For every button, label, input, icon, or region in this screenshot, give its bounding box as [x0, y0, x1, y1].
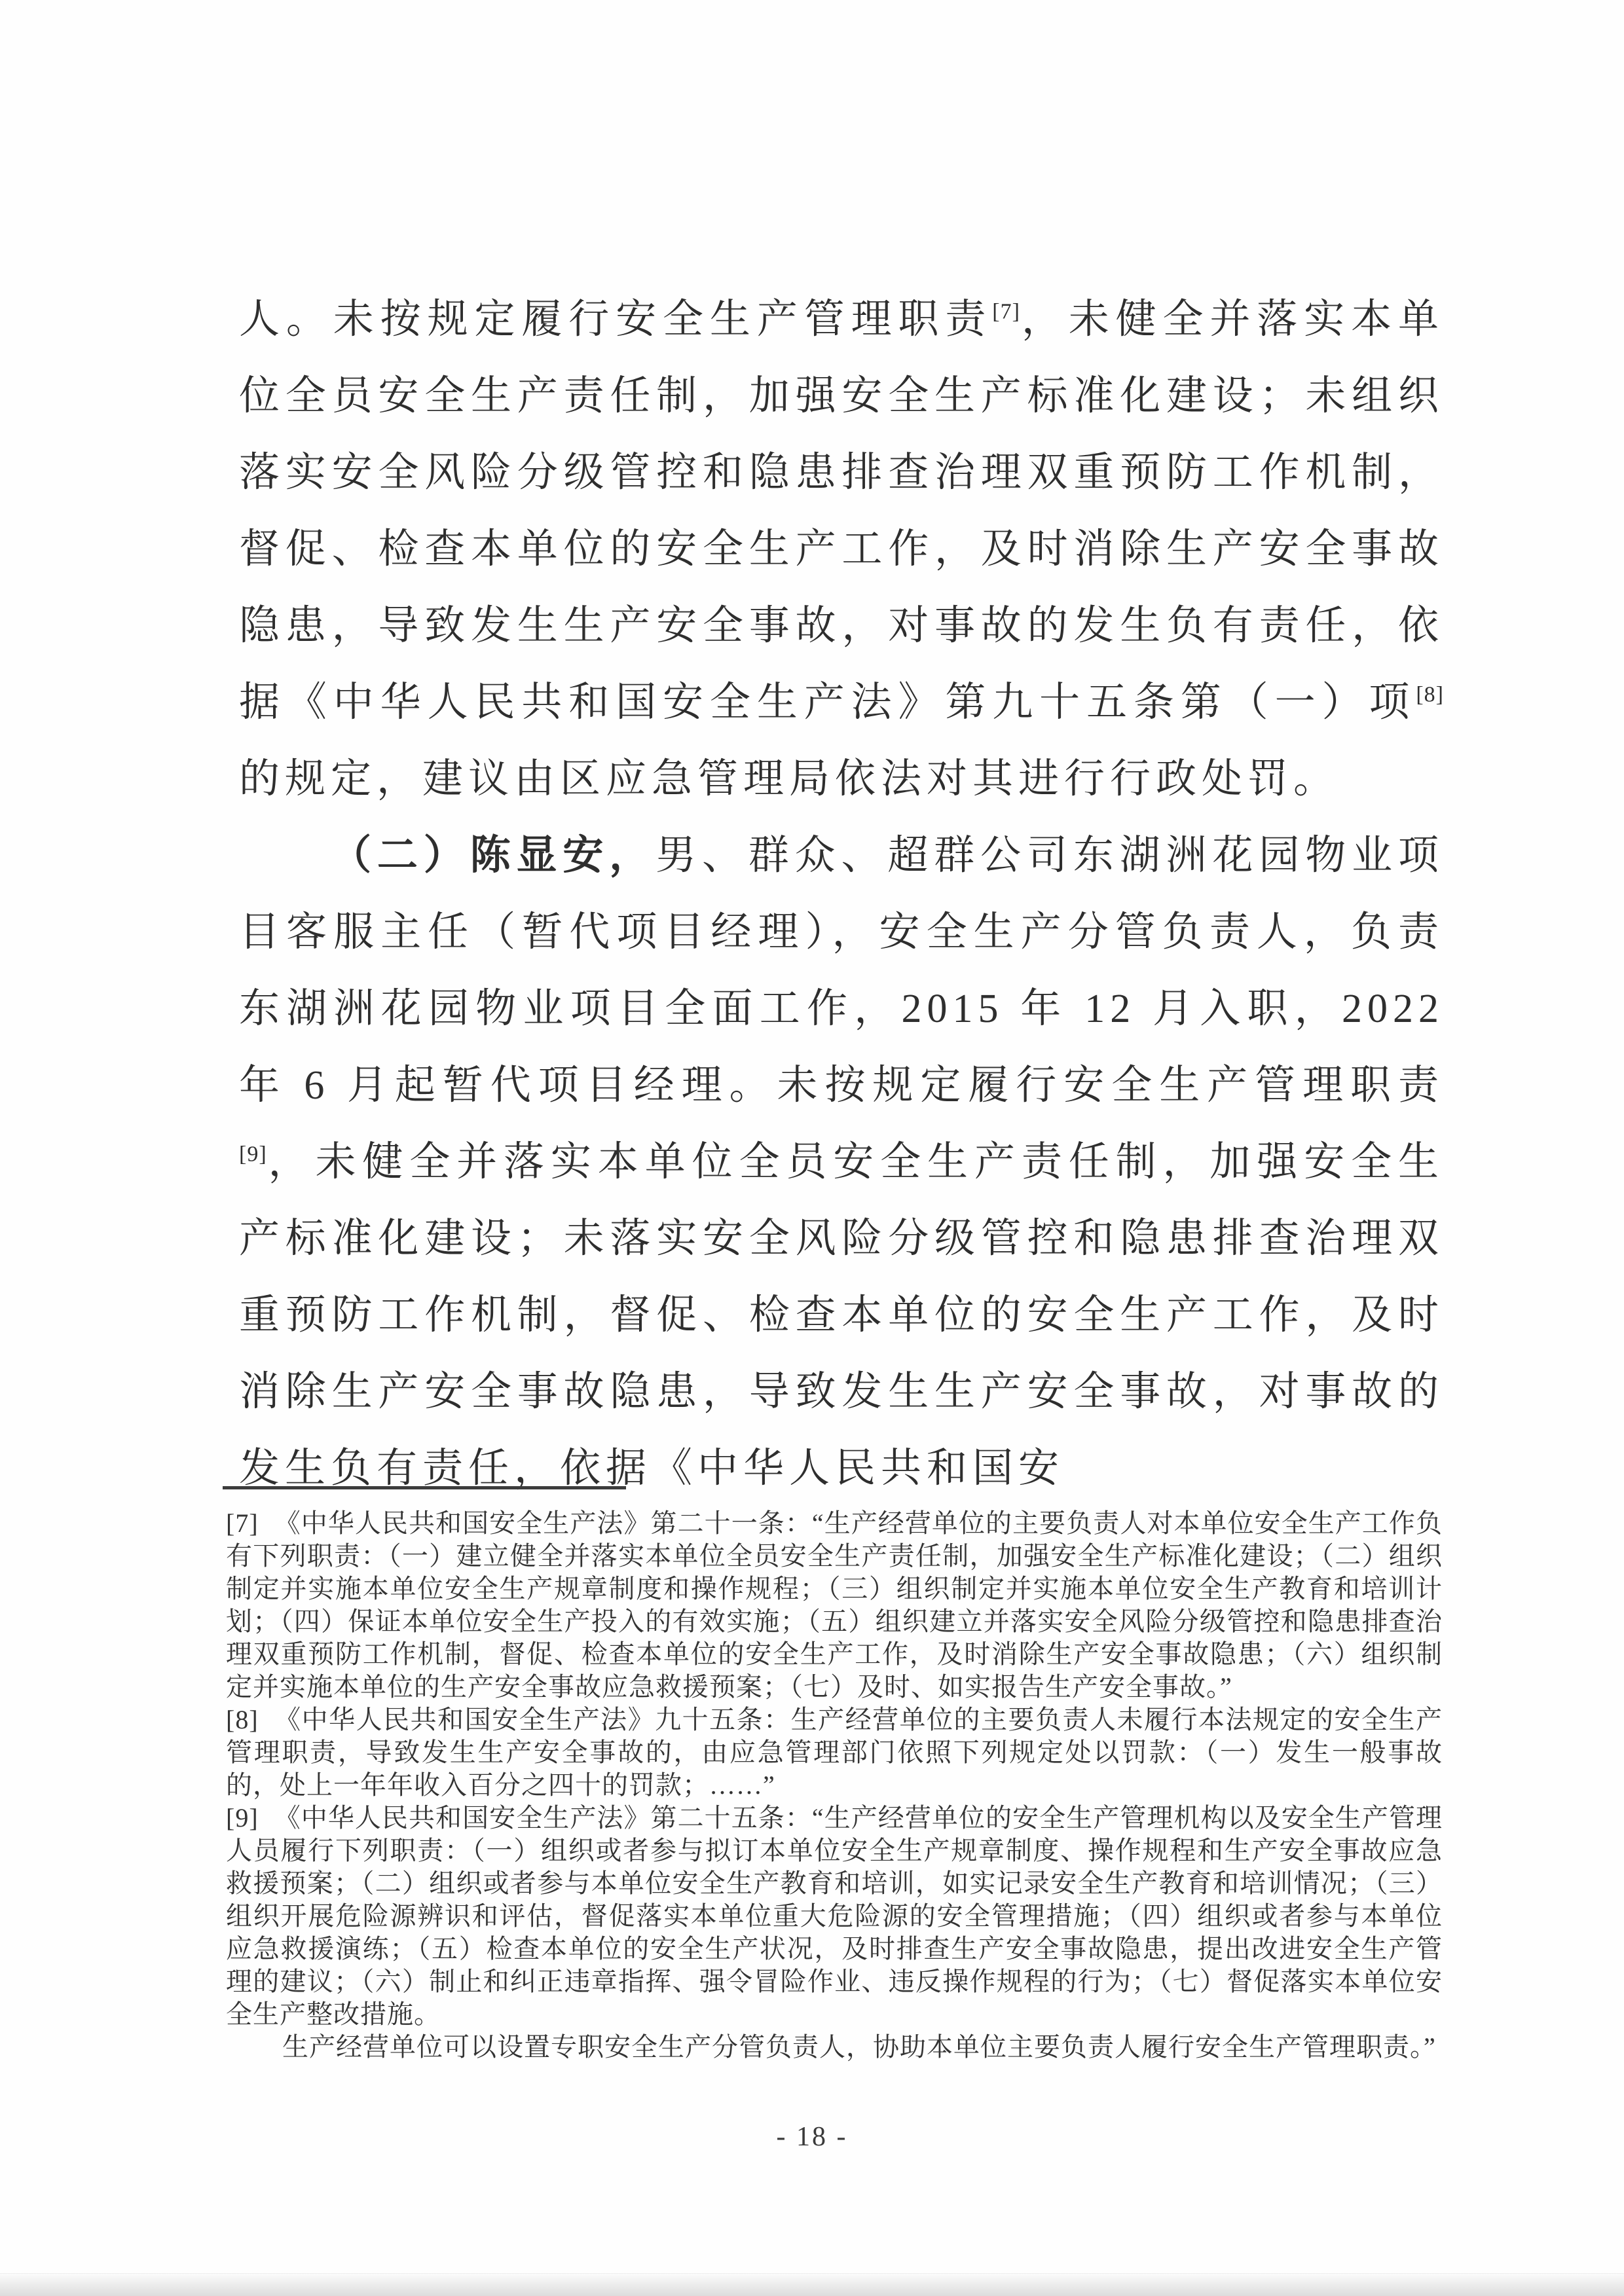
footnote-7-text: 《中华人民共和国安全生产法》第二十一条：“生产经营单位的主要负责人对本单位安全生产工作负有下列职责：（一）建立健全并落实本单位全员安全生产责任制，加强安全生产标准化建设；（二）组织制定并实施本单位安全生产规章制度和操作规程；（三）组织制定并实施本单位安全生产教育和培训计划；（四）保证本单位安全生产投入的有效实施；（五）组织建立并落实安全风险分级管控和隐患排查治理双重预防工作机制，督促、检查本单位的安全生产工作，及时消除生产安全事故隐患；（六）组织制定并实施本单位的生产安全事故应急救援预案；（七）及时、如实报告生产安全事故。”	[226, 1508, 1443, 1702]
paragraph-2-person-name: （二）陈显安，	[331, 833, 656, 878]
paragraph-2-text-a: 男、群众、超群公司东湖洲花园物业项目客服主任（暂代项目经理），安全生产分管负责人，负责东湖洲花园物业项目全面工作，2015 年 12 月入职，2022 年 6 月起暂代项目经理。未按规定履行安全生产管理职责	[239, 833, 1444, 1108]
footnote-9-continued-text: 生产经营单位可以设置专职安全生产分管负责人，协助本单位主要负责人履行安全生产管理职责。”	[282, 2032, 1436, 2062]
footnote-ref-7: [7]	[992, 299, 1020, 324]
footnote-ref-9: [9]	[239, 1142, 267, 1167]
footnote-8-text: 《中华人民共和国安全生产法》九十五条：生产经营单位的主要负责人未履行本法规定的安全生产管理职责，导致发生生产安全事故的，由应急管理部门依照下列规定处以罚款：（一）发生一般事故的，处上一年年收入百分之四十的罚款；……”	[226, 1705, 1443, 1800]
paragraph-1	[239, 282, 1444, 818]
footnote-separator	[223, 1486, 626, 1489]
paragraph-2	[239, 818, 1444, 1507]
paragraph-1-text-a: 人。未按规定履行安全生产管理职责	[239, 297, 993, 342]
footnote-9	[226, 1802, 1443, 2031]
footnote-9-text: 《中华人民共和国安全生产法》第二十五条：“生产经营单位的安全生产管理机构以及安全生产管理人员履行下列职责：（一）组织或者参与拟订本单位安全生产规章制度、操作规程和生产安全事故应急救援预案；（二）组织或者参与本单位安全生产教育和培训，如实记录安全生产教育和培训情况；（三）组织开展危险源辨识和评估，督促落实本单位重大危险源的安全管理措施；（四）组织或者参与本单位应急救援演练；（五）检查本单位的安全生产状况，及时排查生产安全事故隐患，提出改进安全生产管理的建议；（六）制止和纠正违章指挥、强令冒险作业、违反操作规程的行为；（七）督促落实本单位安全生产整改措施。	[226, 1803, 1443, 2029]
footnote-9-continued	[226, 2031, 1443, 2064]
paragraph-2-text-b: ，未健全并落实本单位全员安全生产责任制，加强安全生产标准化建设；未落实安全风险分级管控和隐患排查治理双重预防工作机制，督促、检查本单位的安全生产工作，及时消除生产安全事故隐患，导致发生生产安全事故，对事故的发生负有责任，依据《中华人民共和国安	[239, 1140, 1444, 1491]
page-number: - 18 -	[776, 2122, 848, 2152]
footnotes-section	[226, 1507, 1443, 2064]
footnote-7-marker: [7]	[226, 1508, 259, 1538]
footnote-7	[226, 1507, 1443, 1704]
footnote-8	[226, 1704, 1443, 1802]
body-text	[239, 282, 1444, 1507]
footnote-9-marker: [9]	[226, 1803, 259, 1832]
scan-bottom-edge-shadow	[0, 2273, 1624, 2296]
paragraph-1-text-b: ，未健全并落实本单位全员安全生产责任制，加强安全生产标准化建设；未组织落实安全风险分级管控和隐患排查治理双重预防工作机制，督促、检查本单位的安全生产工作，及时消除生产安全事故隐患，导致发生生产安全事故，对事故的发生负有责任，依据《中华人民共和国安全生产法》第九十五条第（一）项	[239, 297, 1444, 725]
paragraph-1-text-c: 的规定，建议由区应急管理局依法对其进行行政处罚。	[239, 757, 1340, 801]
footnote-8-marker: [8]	[226, 1705, 259, 1734]
footnote-ref-8: [8]	[1416, 682, 1444, 707]
